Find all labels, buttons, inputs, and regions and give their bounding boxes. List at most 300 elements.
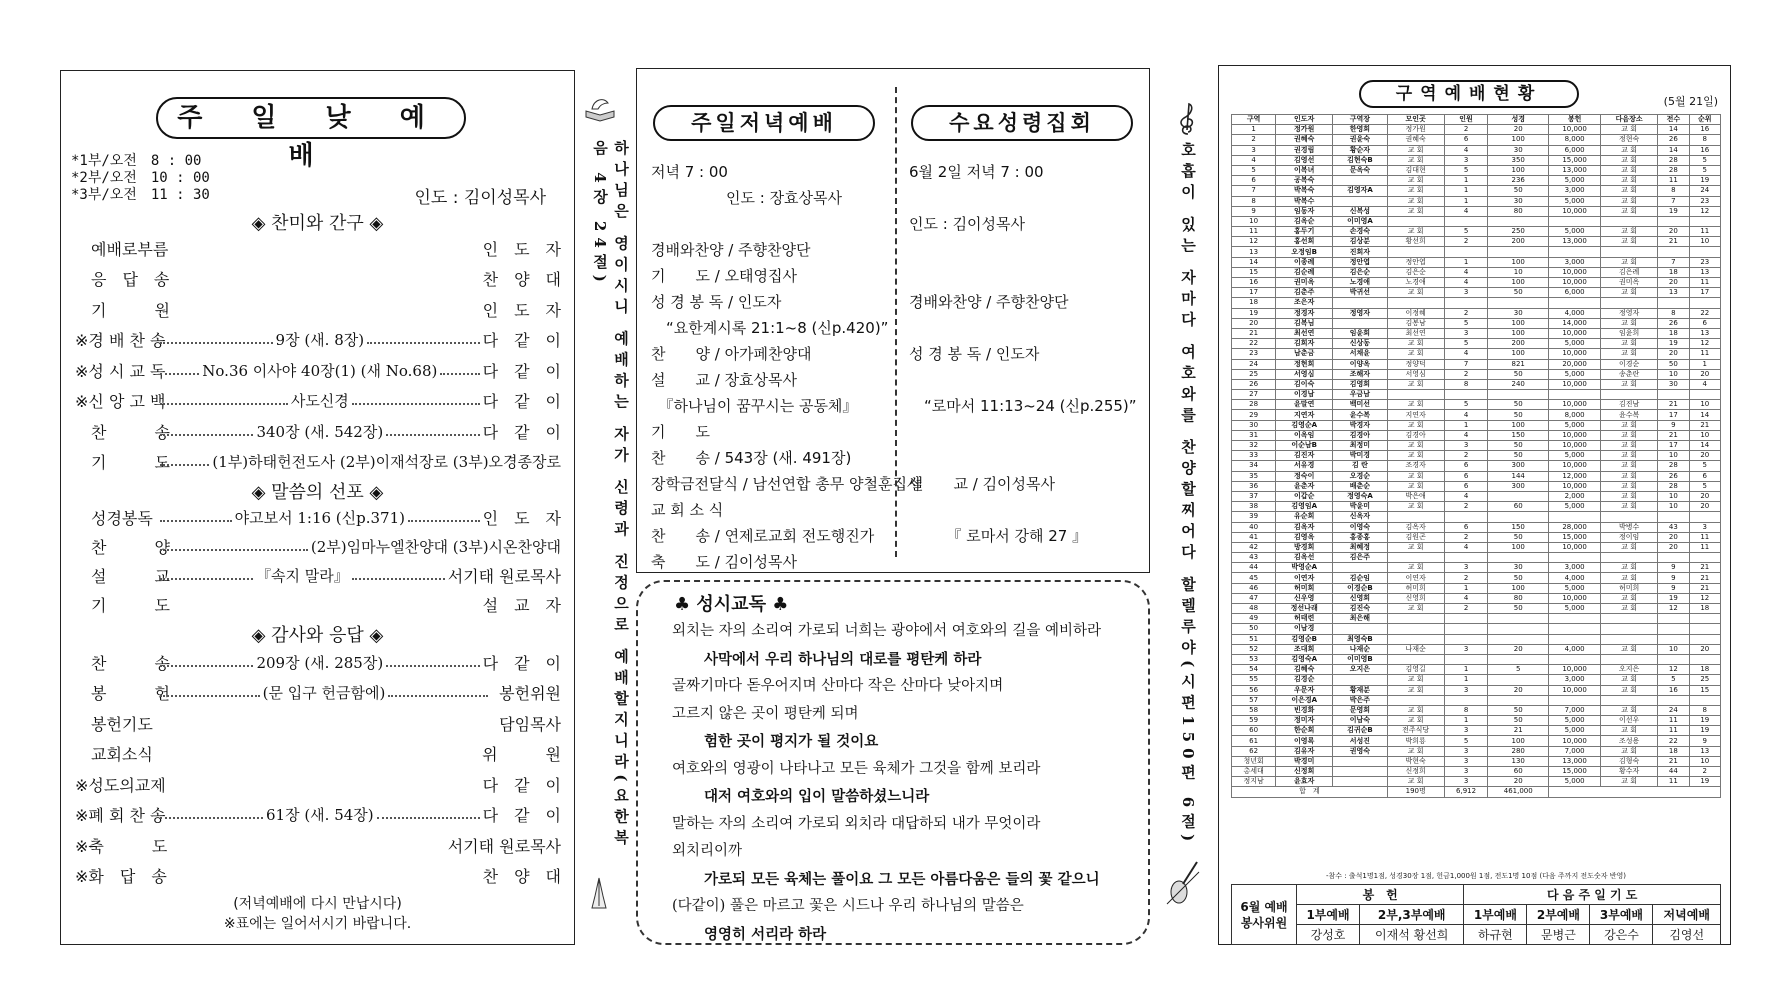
table-cell: 교 회 <box>1601 593 1658 603</box>
sunday-morning-title: 주 일 낮 예 배 <box>156 97 466 139</box>
table-cell: 윤수복 <box>1601 410 1658 420</box>
table-cell: 10,000 <box>1549 685 1601 695</box>
table-cell: 7 <box>1658 196 1689 206</box>
table-cell: 교 회 <box>1387 481 1444 491</box>
table-cell: 1 <box>1444 420 1488 430</box>
table-cell: 신정희 <box>1387 767 1444 777</box>
order-line: 『하나님이 꿈꾸시는 공동체』 <box>651 397 858 415</box>
table-cell: 14 <box>1689 441 1720 451</box>
table-cell <box>1658 216 1689 226</box>
table-cell: 김진숙 <box>1333 604 1387 614</box>
table-cell <box>1444 512 1488 522</box>
table-row <box>1232 767 1721 777</box>
word-row <box>75 590 561 618</box>
table-row <box>1232 675 1721 685</box>
order-label: ※신 앙 고 백 <box>75 392 166 411</box>
table-cell: 이남숙 <box>1333 716 1387 726</box>
table-cell: 2 <box>1444 451 1488 461</box>
table-cell: 8 <box>1444 705 1488 715</box>
table-cell: 윤춘자 <box>1276 481 1333 491</box>
table-row <box>1232 491 1721 501</box>
table-cell: 10,000 <box>1549 400 1601 410</box>
table-cell: 9 <box>1658 583 1689 593</box>
table-cell <box>1549 298 1601 308</box>
table-cell: 26 <box>1658 471 1689 481</box>
order-line: 설 교 / 김이성목사 <box>909 475 1056 493</box>
order-line: 찬 송 / 연제로교회 전도행진가 <box>651 527 875 545</box>
dot-leader <box>157 507 483 528</box>
table-row <box>1232 288 1721 298</box>
table-cell: 10,000 <box>1549 481 1601 491</box>
total-cell: 461,000 <box>1488 787 1549 797</box>
thanks-row <box>75 770 561 798</box>
table-cell: 4 <box>1232 155 1276 165</box>
praise-row <box>75 265 561 293</box>
table-cell: 김진자 <box>1276 451 1333 461</box>
thanks-row <box>75 831 561 859</box>
table-cell: 7 <box>1444 359 1488 369</box>
table-cell: 20 <box>1658 532 1689 542</box>
table-cell: 김순임 <box>1333 573 1387 583</box>
table-cell: 배춘순 <box>1333 481 1387 491</box>
table-cell: 10 <box>1658 644 1689 654</box>
table-cell: 26 <box>1232 379 1276 389</box>
table-cell <box>1333 563 1387 573</box>
table-cell: 박영순A <box>1276 563 1333 573</box>
column-header: 봉헌 <box>1549 115 1601 125</box>
table-cell <box>1488 654 1549 664</box>
table-cell: 교 회 <box>1601 288 1658 298</box>
table-cell: 3 <box>1444 726 1488 736</box>
table-cell: 20 <box>1689 644 1720 654</box>
table-cell: 19 <box>1689 726 1720 736</box>
congregation-line: 가로되 모든 육체는 풀이요 그 모든 아름다움은 들의 꽃 같으니 <box>704 870 1100 888</box>
table-cell: 5,000 <box>1549 604 1601 614</box>
table-cell: 100 <box>1488 278 1549 288</box>
table-cell: 14,000 <box>1549 318 1601 328</box>
table-cell: 6 <box>1444 522 1488 532</box>
table-cell <box>1387 654 1444 664</box>
table-cell: 21 <box>1689 420 1720 430</box>
table-cell <box>1333 318 1387 328</box>
dot-leader <box>157 451 561 472</box>
table-cell: 350 <box>1488 155 1549 165</box>
table-cell: 1 <box>1444 176 1488 186</box>
table-cell: 1 <box>1444 675 1488 685</box>
table-cell: 김혜숙 <box>1276 665 1333 675</box>
table-cell: 15,000 <box>1549 155 1601 165</box>
table-cell: 교 회 <box>1387 288 1444 298</box>
order-person: 다 같 이 <box>482 422 561 442</box>
table-cell: 김춘주 <box>1276 288 1333 298</box>
order-detail: 209장 (새. 285장) <box>256 653 384 672</box>
table-cell: 5 <box>1689 155 1720 165</box>
table-cell <box>1658 553 1689 563</box>
table-cell: 43 <box>1658 522 1689 532</box>
table-cell: 김경순 <box>1276 675 1333 685</box>
table-cell: 김은례 <box>1601 267 1658 277</box>
table-cell: 45 <box>1232 573 1276 583</box>
table-cell: 김옥순 <box>1276 216 1333 226</box>
leader-line: 골짜기마다 돋우어지며 산마다 작은 산마다 낮아지며 <box>672 678 1004 694</box>
table-cell: 정영숙A <box>1333 491 1387 501</box>
column-header: 인원 <box>1444 115 1488 125</box>
table-cell: 조성용 <box>1601 736 1658 746</box>
table-cell: 25 <box>1232 369 1276 379</box>
district-service-panel <box>1218 65 1731 945</box>
table-cell: 10,000 <box>1549 349 1601 359</box>
table-cell <box>1601 614 1658 624</box>
table-cell <box>1333 756 1387 766</box>
table-cell: 교 회 <box>1601 471 1658 481</box>
table-cell: 조경자 <box>1387 461 1444 471</box>
left-vertical-verse: 하나님은 영이시니 예배하는 자가 신령과 진정으로 예배할지니라(요한복음 4장 24절) <box>591 140 630 851</box>
dot-leader <box>157 682 491 703</box>
table-cell: 50 <box>1488 186 1549 196</box>
table-row <box>1232 654 1721 664</box>
table-cell: 교 회 <box>1387 227 1444 237</box>
table-cell: 허미희 <box>1276 583 1333 593</box>
table-cell: 144 <box>1488 471 1549 481</box>
table-cell: 4,000 <box>1549 644 1601 654</box>
table-cell <box>1549 247 1601 257</box>
order-line: 장학금전달식 / 남선연합 총무 양철훈집사 <box>651 475 922 493</box>
table-cell: 김순례 <box>1276 267 1333 277</box>
table-cell: 22 <box>1689 308 1720 318</box>
panel-divider <box>895 87 897 557</box>
table-row <box>1232 563 1721 573</box>
table-cell: 정현숙 <box>1601 135 1658 145</box>
table-cell: 8 <box>1689 705 1720 715</box>
district-date: (5월 21일) <box>1663 95 1718 108</box>
table-cell: 50 <box>1488 716 1549 726</box>
order-person: 봉헌위원 <box>499 684 561 703</box>
table-cell: 62 <box>1232 746 1276 756</box>
word-row <box>75 561 561 589</box>
table-cell: 42 <box>1232 542 1276 552</box>
order-line: 성 경 봉 독 / 인도자 <box>651 293 782 311</box>
table-cell: 허미희 <box>1387 583 1444 593</box>
table-cell: 5 <box>1444 165 1488 175</box>
table-cell: 30 <box>1232 420 1276 430</box>
table-cell <box>1658 247 1689 257</box>
table-cell: 50 <box>1488 451 1549 461</box>
order-label: 성경봉독 <box>75 508 153 528</box>
table-cell: 2 <box>1444 308 1488 318</box>
table-cell: 김영임A <box>1276 502 1333 512</box>
table-cell <box>1444 390 1488 400</box>
table-cell: 정영자 <box>1333 308 1387 318</box>
responsive-reading-lines <box>672 618 1101 948</box>
table-row <box>1232 247 1721 257</box>
table-cell: 10 <box>1232 216 1276 226</box>
table-cell: 11 <box>1232 227 1276 237</box>
table-cell: 20 <box>1689 502 1720 512</box>
table-cell: 9 <box>1658 420 1689 430</box>
table-cell: 30 <box>1488 563 1549 573</box>
scoring-note: -참수 : 출석1명1점, 성경30장 1점, 헌금1,000원 1점, 전도1명 10점 (다음 주까지 전도숫자 반영) <box>1326 872 1626 880</box>
table-cell: 서채윤 <box>1333 349 1387 359</box>
table-row <box>1232 206 1721 216</box>
table-cell <box>1549 634 1601 644</box>
table-cell: 5,000 <box>1549 369 1601 379</box>
treble-clef-icon <box>1176 100 1198 140</box>
order-label: 기 도 <box>75 595 170 615</box>
table-cell: 17 <box>1689 288 1720 298</box>
table-cell: 1 <box>1444 186 1488 196</box>
table-cell: 조대희 <box>1276 644 1333 654</box>
table-cell: 10,000 <box>1549 542 1601 552</box>
table-cell: 김복님 <box>1276 318 1333 328</box>
table-cell: 100 <box>1488 583 1549 593</box>
table-cell: 44 <box>1232 563 1276 573</box>
table-cell: 이연자 <box>1276 573 1333 583</box>
table-cell: 교 회 <box>1387 604 1444 614</box>
table-row <box>1232 481 1721 491</box>
table-cell: 16 <box>1232 278 1276 288</box>
order-detail: (1부)하태헌전도사 (2부)이재석장로 (3부)오경종장로 <box>212 453 561 471</box>
order-label: 예배로부름 <box>75 239 169 259</box>
column-header: 전수 <box>1658 115 1689 125</box>
table-cell: 교 회 <box>1601 420 1658 430</box>
table-cell: 19 <box>1232 308 1276 318</box>
table-cell: 5 <box>1689 461 1720 471</box>
table-cell: 이남경 <box>1276 624 1333 634</box>
table-cell: 20 <box>1488 644 1549 654</box>
table-cell: 8,000 <box>1549 135 1601 145</box>
table-cell: 10,000 <box>1549 461 1601 471</box>
table-cell <box>1387 624 1444 634</box>
table-cell: 윤효자 <box>1276 777 1333 787</box>
praise-row <box>75 295 561 323</box>
volunteer-name: 하규현 <box>1464 925 1527 945</box>
table-cell: 교 회 <box>1387 145 1444 155</box>
order-label: 교회소식 <box>75 745 153 764</box>
table-cell: 김경아 <box>1387 430 1444 440</box>
table-cell: 16 <box>1658 685 1689 695</box>
table-cell: 12 <box>1689 593 1720 603</box>
order-detail: 61장 (새. 54장) <box>265 806 374 824</box>
table-cell: 31 <box>1232 430 1276 440</box>
table-cell: 교 회 <box>1387 400 1444 410</box>
evening-service-panel <box>636 68 1150 573</box>
volunteer-name: 이재석 황선희 <box>1360 925 1464 945</box>
table-cell <box>1601 247 1658 257</box>
table-cell: 59 <box>1232 716 1276 726</box>
table-cell: 150 <box>1488 522 1549 532</box>
table-cell <box>1601 298 1658 308</box>
table-cell: 8 <box>1444 379 1488 389</box>
table-cell: 61 <box>1232 736 1276 746</box>
dot-leader <box>157 247 483 250</box>
table-cell: 교 회 <box>1601 451 1658 461</box>
order-label: 기 원 <box>75 300 170 320</box>
order-line: “요한계시록 21:1~8 (신p.420)” <box>651 319 889 337</box>
table-cell: 20 <box>1658 542 1689 552</box>
table-cell: 이경순 <box>1601 359 1658 369</box>
table-cell: 23 <box>1689 257 1720 267</box>
table-cell: 13 <box>1232 247 1276 257</box>
table-cell <box>1689 553 1720 563</box>
table-cell: 교 회 <box>1387 186 1444 196</box>
table-row <box>1232 624 1721 634</box>
table-cell: 교 회 <box>1601 196 1658 206</box>
table-cell: 박복숙 <box>1276 186 1333 196</box>
table-cell: 공복숙 <box>1276 176 1333 186</box>
table-row <box>1232 634 1721 644</box>
table-cell: 100 <box>1488 349 1549 359</box>
table-cell: 권혜숙 <box>1387 135 1444 145</box>
table-cell: 교 회 <box>1601 155 1658 165</box>
table-cell: 2 <box>1444 573 1488 583</box>
table-cell: 10 <box>1689 237 1720 247</box>
table-cell: 이양옥 <box>1333 359 1387 369</box>
table-cell: 5 <box>1488 665 1549 675</box>
volunteer-column: 1부예배 <box>1464 905 1527 925</box>
leader-line: 외치는 자의 소리여 가로되 너희는 광야에서 여호와의 길을 예비하라 <box>672 623 1102 639</box>
table-cell: 7 <box>1658 257 1689 267</box>
table-cell: 박귀선 <box>1333 288 1387 298</box>
order-label: ※축 도 <box>75 836 168 856</box>
table-cell: 11 <box>1689 278 1720 288</box>
table-cell: 교 회 <box>1601 227 1658 237</box>
table-cell: 11 <box>1689 532 1720 542</box>
table-cell: 교 회 <box>1601 145 1658 155</box>
table-cell: 25 <box>1689 675 1720 685</box>
order-line: 기 도 / 오태영집사 <box>651 267 798 285</box>
volunteer-name: 강성호 <box>1297 925 1360 945</box>
table-cell <box>1333 675 1387 685</box>
table-cell: 50 <box>1488 604 1549 614</box>
table-cell: 6 <box>1689 471 1720 481</box>
table-cell: 김영희 <box>1333 379 1387 389</box>
table-cell: 홍두기 <box>1276 227 1333 237</box>
table-cell: 임윤희 <box>1601 328 1658 338</box>
table-cell: 12 <box>1689 339 1720 349</box>
table-cell: 58 <box>1232 705 1276 715</box>
table-cell: 13 <box>1658 288 1689 298</box>
table-cell: 신복성 <box>1333 206 1387 216</box>
table-cell <box>1387 512 1444 522</box>
table-cell <box>1549 216 1601 226</box>
table-cell: 지연자 <box>1387 410 1444 420</box>
table-cell: 1 <box>1444 716 1488 726</box>
table-cell: 18 <box>1658 267 1689 277</box>
table-cell: 박은애 <box>1387 491 1444 501</box>
table-cell: 허태련 <box>1276 614 1333 624</box>
table-cell: 24 <box>1232 359 1276 369</box>
table-cell: 24 <box>1658 705 1689 715</box>
table-cell: 10,000 <box>1549 593 1601 603</box>
table-cell <box>1549 614 1601 624</box>
table-cell: 4 <box>1444 430 1488 440</box>
table-cell: 신영희 <box>1333 593 1387 603</box>
table-cell: 10 <box>1658 369 1689 379</box>
table-cell: 2 <box>1444 125 1488 135</box>
table-cell: 9 <box>1658 573 1689 583</box>
table-cell: 48 <box>1232 604 1276 614</box>
table-row <box>1232 308 1721 318</box>
table-cell: 22 <box>1658 736 1689 746</box>
thanks-row <box>75 709 561 737</box>
order-label: 봉헌기도 <box>75 714 153 734</box>
table-cell: 권영숙 <box>1333 746 1387 756</box>
table-cell <box>1689 216 1720 226</box>
praise-row <box>75 356 561 384</box>
table-cell: 4 <box>1444 542 1488 552</box>
table-cell: 4 <box>1444 410 1488 420</box>
order-line: 인도 : 장효상목사 <box>651 189 843 207</box>
table-cell: 21 <box>1689 563 1720 573</box>
table-cell: 3 <box>1444 777 1488 787</box>
table-cell: 50 <box>1488 532 1549 542</box>
table-cell: 교 회 <box>1601 726 1658 736</box>
right-vertical-verse: 호흡이 있는 자마다 여호와를 찬양할찌어다 할렐루야(시편150편 6절) <box>1179 142 1197 848</box>
table-cell <box>1689 654 1720 664</box>
table-cell <box>1689 298 1720 308</box>
column-header: 구역장 <box>1333 115 1387 125</box>
praise-row <box>75 326 561 354</box>
table-cell: 18 <box>1232 298 1276 308</box>
table-cell: 7 <box>1232 186 1276 196</box>
table-cell: 30 <box>1488 145 1549 155</box>
table-cell: 최정미 <box>1333 441 1387 451</box>
table-cell <box>1387 553 1444 563</box>
table-cell: 교 회 <box>1601 441 1658 451</box>
table-cell <box>1488 390 1549 400</box>
dot-leader <box>157 844 448 847</box>
table-cell: 김현숙B <box>1333 155 1387 165</box>
table-cell: 28,000 <box>1549 522 1601 532</box>
table-row <box>1232 237 1721 247</box>
table-row <box>1232 379 1721 389</box>
table-cell: 김옥자 <box>1387 522 1444 532</box>
word-row <box>75 532 561 560</box>
table-cell: 10 <box>1658 451 1689 461</box>
table-cell: 17 <box>1232 288 1276 298</box>
table-cell: 김영순B <box>1276 634 1333 644</box>
dot-leader <box>157 652 483 673</box>
table-cell: 4 <box>1444 491 1488 501</box>
table-cell: 36 <box>1232 481 1276 491</box>
table-cell <box>1601 512 1658 522</box>
dot-leader <box>157 565 448 586</box>
table-cell: 김옥선 <box>1276 553 1333 563</box>
table-cell: 노경애 <box>1387 278 1444 288</box>
table-cell: 나재순 <box>1387 644 1444 654</box>
table-cell <box>1549 654 1601 664</box>
leader-line: 외치리이까 <box>672 843 743 859</box>
table-cell: 32 <box>1232 441 1276 451</box>
table-cell: 정안엽 <box>1387 257 1444 267</box>
order-person: 담임목사 <box>499 714 561 734</box>
table-cell: 정선나래 <box>1276 604 1333 614</box>
p1-footer: (저녁예배에 다시 만납시다) ※표에는 일어서시기 바랍니다. <box>223 896 412 932</box>
table-cell: 3 <box>1444 644 1488 654</box>
table-cell: 김은순 <box>1333 267 1387 277</box>
table-cell: 5,000 <box>1549 196 1601 206</box>
table-cell: 28 <box>1658 155 1689 165</box>
table-row <box>1232 176 1721 186</box>
table-cell: 3,000 <box>1549 257 1601 267</box>
table-cell: 28 <box>1658 165 1689 175</box>
table-cell: 나재순 <box>1333 644 1387 654</box>
table-cell: 김진남 <box>1601 400 1658 410</box>
table-cell: 4 <box>1444 349 1488 359</box>
table-row <box>1232 165 1721 175</box>
thanks-row <box>75 801 561 829</box>
table-cell <box>1549 695 1601 705</box>
